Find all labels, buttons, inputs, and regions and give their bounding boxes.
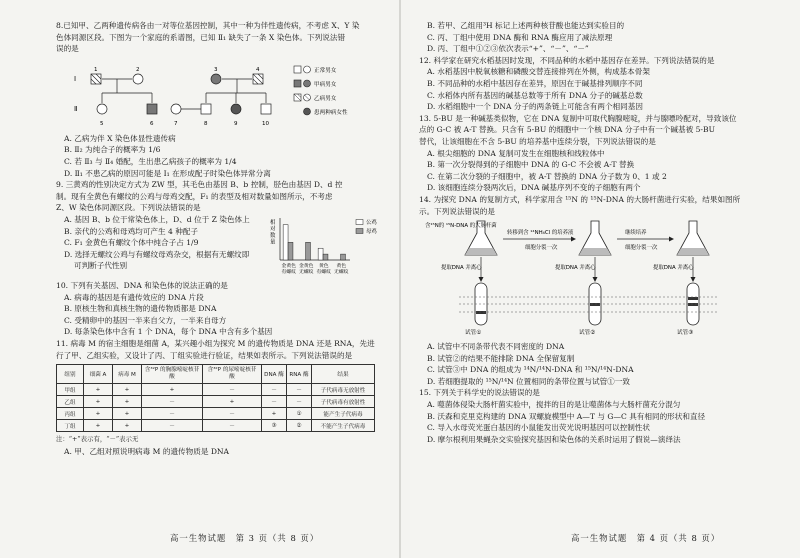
question-14: [419, 194, 789, 388]
q11-table-header: [57, 365, 375, 384]
table-row: [57, 420, 375, 432]
continue-label: 继续培养: [625, 230, 647, 237]
table-cell: +: [262, 408, 287, 420]
table-cell: －: [142, 396, 203, 408]
chart-bar-male: [318, 248, 323, 260]
q8-line-2: 色体同源区段。下图为一个家庭的系谱图，已知 Ⅱ₁ 缺失了一条 X 染色体。下列说法错: [56, 32, 346, 42]
table-cell: 子代病毒有放射性: [312, 396, 375, 408]
q11-option-d: D. 丙、丁组中①②③依次表示“+”、“－”、“－”: [427, 44, 589, 54]
q9-line-1: 9. 三黄鸡的性别决定方式为 ZW 型，其毛色由基因 B、b 控制，胫色由基因 D、d 控: [56, 180, 343, 190]
q9-option-d-cont: 可判断子代性别: [74, 261, 128, 271]
q12-line-1: 12. 科学家在研究水稻基因时发现，不同品种的水稻中基因存在差异。下列说法错误的是: [419, 55, 715, 65]
pedigree-legend-yi: 乙病男女: [314, 95, 337, 102]
q14-line-1: 14. 为探究 DNA 的复制方式，科学家用含 ¹⁵N 的 ¹⁵N-DNA 的大肠杆菌进行实验，结果如图所: [419, 194, 741, 204]
table-cell: +: [113, 420, 142, 432]
q12-option-d: D. 水稻细胞中一个 DNA 分子的两条链上可能含有两个相同基因: [427, 102, 643, 112]
q13-line-2: 点的 G-C 被 A-T 替换。只含有 5-BU 的细胞中一个核 DNA 分子中有一个碱基被 5-BU: [419, 125, 715, 135]
question-15: [419, 387, 789, 445]
chart-tick-label: 黄色: [318, 263, 329, 269]
q11-th-virus: 病毒 M: [113, 365, 142, 384]
q9-option-d: D. 选择无螺纹公鸡与有螺纹母鸡杂交，根据有无螺纹即: [64, 249, 250, 259]
table-cell: 能产生子代病毒: [312, 408, 375, 420]
table-cell: ③: [262, 420, 287, 432]
q11-note: 注：“+”表示有，“－”表示无: [56, 435, 139, 444]
table-cell: +: [84, 384, 113, 396]
q8-line-3: 误的是: [56, 44, 79, 54]
table-cell: +: [84, 420, 113, 432]
pedigree-num-3: 3: [214, 66, 218, 73]
pedigree-ii3: [171, 104, 181, 114]
table-cell: －: [287, 384, 312, 396]
q12-option-c: C. 水稻体内所有基因的碱基总数等于所有 DNA 分子的碱基总数: [427, 90, 643, 100]
pedigree-i2: [133, 74, 143, 84]
table-cell: －: [203, 384, 262, 396]
q11-table: [56, 364, 375, 432]
chart-legend-swatch: [356, 219, 363, 224]
q10-option-c: C. 受精卵中的基因一半来自父方，一半来自母方: [64, 315, 227, 325]
q14-option-a: A. 试管中不同条带代表不同密度的 DNA: [427, 342, 565, 352]
question-11-continued: [419, 20, 789, 55]
question-9: [56, 179, 386, 280]
q14-option-b: B. 试管②的结果不能排除 DNA 全保留复制: [427, 353, 575, 363]
q11-line-2: 行了甲、乙组实验，又设计了丙、丁组实验进行验证，结果如表所示。下列说法错误的是: [56, 350, 353, 360]
question-10: [56, 280, 386, 338]
table-cell: +: [84, 408, 113, 420]
q13-line-3: 替代，让该细胞在不含 5-BU 的培养基中连续分裂，下列说法错误的是: [419, 136, 656, 146]
q8-option-b: B. Ⅱ₂ 为纯合子的概率为 1/6: [64, 145, 161, 155]
chart-bar-female: [306, 242, 311, 260]
chart-tick-label: 金黄色: [299, 263, 314, 269]
chart-bar-female: [341, 254, 346, 260]
question-8: [56, 20, 386, 179]
table-cell: +: [113, 408, 142, 420]
pedigree-num-7: 7: [174, 120, 178, 127]
q11-option-b: B. 若甲、乙组用³H 标记上述两种核苷酸也能达到实验目的: [427, 21, 625, 30]
q13-line-1: 13. 5-BU 是一种碱基类似物，它在 DNA 复制中可取代胸腺嘧啶，并与腺嘌呤配对，导致该位: [419, 113, 737, 123]
page-3: [0, 0, 399, 558]
q15-option-d: D. 摩尔根利用果蝇杂交实验探究基因和染色体的关系时运用了假说—演绎法: [427, 434, 681, 444]
extract-label-2: 提取DNA 并离心: [555, 265, 596, 272]
divide-label-1: 细胞分裂一次: [525, 245, 558, 252]
pedigree-i3: [211, 74, 221, 84]
table-cell: －: [203, 408, 262, 420]
q8-pedigree: [56, 55, 386, 129]
page-4: [401, 0, 800, 558]
q9-bar-chart: [266, 214, 386, 280]
extract-label-1: 提取DNA 并离心: [441, 265, 482, 272]
chart-legend-label: 公鸡: [366, 219, 377, 226]
chart-ylabel-char: 对: [270, 226, 276, 233]
q8-option-d: D. Ⅱ₁ 不患乙病的原因可能是 Ⅰ₁ 在形成配子时染色体异常分离: [64, 168, 271, 178]
q12-option-b: B. 不同品种的水稻中基因存在差异，原因在于碱基排列顺序不同: [427, 78, 643, 88]
pedigree-legend-normal: 正常男女: [314, 67, 337, 74]
table-cell: －: [203, 420, 262, 432]
pedigree-ii2: [147, 104, 157, 114]
pedigree-num-1: 1: [94, 66, 98, 73]
question-13: [419, 113, 789, 194]
question-12: [419, 55, 789, 113]
q15-option-c: C. 导入水母荧光蛋白基因的小鼠能发出荧光说明基因可以控制性状: [427, 423, 650, 433]
q11-th-uridine: 含³²P 的尿嘧啶核苷酸: [203, 365, 262, 384]
q11-th-thymidine: 含³²P 的胸腺嘧啶核苷酸: [142, 365, 203, 384]
table-cell: 乙组: [57, 396, 84, 408]
chart-bar-female: [323, 254, 328, 260]
page-3-footer: 高一生物试题 第 3 页（共 8 页）: [170, 533, 320, 543]
q9-line-2: 制。现有全黄色有螺纹的公鸡与母鸡交配，F₁ 的表型及相对数量如图所示，不考虑: [56, 191, 333, 201]
q11-line-1: 11. 病毒 M 的宿主细胞是细菌 A，某兴趣小组为探究 M 的遗传物质是 DNA 还是 RNA，先进: [56, 338, 375, 348]
q15-option-a: A. 噬菌体侵染大肠杆菌实验中，搅拌的目的是让噬菌体与大肠杆菌充分混匀: [427, 400, 681, 410]
pedigree-gen-2: Ⅱ: [74, 104, 78, 113]
chart-legend-label: 母鸡: [366, 228, 377, 235]
q9-line-3: Z、W 染色体同源区段。下列说法错误的是: [56, 203, 201, 213]
chart-legend-swatch: [356, 228, 363, 233]
page-4-content: [419, 20, 789, 445]
q11-th-result: 结果: [312, 365, 375, 384]
pedigree-ii6: [261, 104, 271, 114]
transfer-label: 转移到含 ¹⁴NH₄Cl 的培养液: [507, 230, 574, 237]
chart-ylabel-char: 量: [270, 239, 276, 246]
table-cell: +: [203, 396, 262, 408]
table-cell: ①: [287, 408, 312, 420]
chart-tick-label: 黄色: [336, 263, 347, 269]
table-cell: －: [142, 408, 203, 420]
chart-tick-label: 无螺纹: [299, 269, 314, 275]
q13-option-a: A. 根尖细胞的 DNA 复制可发生在细胞核和线粒体中: [427, 148, 605, 158]
pedigree-ii1: [97, 104, 107, 114]
table-cell: +: [142, 384, 203, 396]
q9-option-a: A. 基因 B、b 位于常染色体上，D、d 位于 Z 染色体上: [64, 214, 250, 224]
pedigree-gen-1: Ⅰ: [74, 74, 77, 83]
table-cell: +: [113, 396, 142, 408]
table-row: [57, 396, 375, 408]
tube-label-3: 试管③: [677, 330, 694, 337]
q14-line-2: 示。下列说法错误的是: [419, 206, 495, 216]
q14-option-c: C. 试管③中 DNA 的组成为 ¹⁴N/¹⁴N-DNA 和 ¹⁵N/¹⁴N-DNA: [427, 365, 634, 375]
q11-option-a: A. 甲、乙组对照说明病毒 M 的遗传物质是 DNA: [64, 446, 230, 456]
chart-bar-male: [283, 225, 288, 260]
flask-label: 含¹⁵N的 ¹⁵N-DNA 的大肠杆菌: [425, 223, 497, 230]
table-cell: 丙组: [57, 408, 84, 420]
q11-th-dnase: DNA 酶: [262, 365, 287, 384]
table-cell: 甲组: [57, 384, 84, 396]
q13-option-d: D. 该细胞连续分裂两次后，DNA 碱基序列不变的子细胞有两个: [427, 183, 641, 193]
q9-body: [56, 214, 386, 280]
table-cell: －: [287, 396, 312, 408]
chart-tick-label: 金黄色: [281, 263, 296, 269]
pedigree-num-4: 4: [256, 66, 260, 73]
q10-line-1: 10. 下列有关基因、DNA 和染色体的说法正确的是: [56, 280, 228, 290]
table-row: [57, 384, 375, 396]
chart-ylabel-char: 数: [270, 232, 276, 239]
pedigree-num-8: 8: [204, 120, 208, 127]
table-cell: +: [113, 384, 142, 396]
q12-option-a: A. 水稻基因中脱氧核糖和磷酸交替连接排列在外侧，构成基本骨架: [427, 67, 650, 77]
table-cell: －: [142, 420, 203, 432]
pedigree-num-6: 6: [150, 120, 154, 127]
page-4-footer: 高一生物试题 第 4 页（共 8 页）: [571, 533, 721, 543]
table-cell: ②: [287, 420, 312, 432]
extract-label-3: 提取DNA 并离心: [653, 265, 694, 272]
q10-option-a: A. 病毒的基因是有遗传效应的 DNA 片段: [64, 292, 204, 302]
table-cell: 丁组: [57, 420, 84, 432]
table-cell: +: [84, 396, 113, 408]
q10-option-d: D. 每条染色体中含有 1 个 DNA，每个 DNA 中含有多个基因: [64, 327, 273, 337]
pedigree-legend-both: 患两种病女性: [314, 109, 348, 116]
divide-label-2: 细胞分裂一次: [625, 245, 658, 252]
q9-option-c: C. F₁ 金黄色有螺纹个体中纯合子占 1/9: [64, 238, 199, 248]
pedigree-num-10: 10: [262, 120, 269, 127]
pedigree-num-9: 9: [234, 120, 238, 127]
q9-option-b: B. 亲代的公鸡和母鸡均可产生 4 种配子: [64, 226, 198, 236]
q11-th-bacteria: 细菌 A: [84, 365, 113, 384]
page-3-content: [56, 20, 386, 457]
q11-th-group: 组别: [57, 365, 84, 384]
tube-label-1: 试管①: [465, 330, 482, 337]
q8-option-c: C. 若 Ⅱ₃ 与 Ⅱ₄ 婚配，生出患乙病孩子的概率为 1/4: [64, 156, 237, 166]
pedigree-legend-jia: 甲病男女: [314, 81, 337, 88]
q11-th-rnase: RNA 酶: [287, 365, 312, 384]
q8-line-1: 8.已知甲、乙两种遗传病各由一对等位基因控制，其中一种为伴性遗传病，不考虑 X、Y 染: [56, 21, 360, 30]
chart-tick-label: 有螺纹: [281, 269, 296, 275]
q15-option-b: B. 沃森和克里克构建的 DNA 双螺旋模型中 A—T 与 G—C 具有相同的形状和直径: [427, 411, 706, 421]
pedigree-ii4: [201, 104, 211, 114]
chart-tick-label: 有螺纹: [316, 269, 331, 275]
pedigree-num-2: 2: [136, 66, 140, 73]
question-11: [56, 338, 386, 457]
q9-options: [56, 214, 266, 280]
q11-option-c: C. 丙、丁组中使用 DNA 酶和 RNA 酶应用了减法原理: [427, 32, 613, 42]
q10-option-b: B. 原核生物和真核生物的遗传物质都是 DNA: [64, 304, 217, 314]
q14-diagram: [419, 217, 789, 337]
pedigree-num-5: 5: [100, 120, 104, 127]
chart-bar-female: [288, 242, 293, 260]
table-cell: －: [262, 396, 287, 408]
table-cell: 不能产生子代病毒: [312, 420, 375, 432]
q13-option-b: B. 第一次分裂得到的子细胞中 DNA 的 G-C 不会被 A-T 替换: [427, 160, 635, 170]
q13-option-c: C. 在第二次分裂的子细胞中，被 A-T 替换的 DNA 分子数为 0、1 或 2: [427, 171, 667, 181]
chart-tick-label: 无螺纹: [334, 269, 349, 275]
table-cell: －: [262, 384, 287, 396]
table-cell: 子代病毒无放射性: [312, 384, 375, 396]
q8-option-a: A. 乙病为伴 X 染色体显性遗传病: [64, 133, 176, 143]
table-row: [57, 408, 375, 420]
chart-ylabel-char: 相: [270, 219, 276, 226]
q14-option-d: D. 若细胞提取的 ¹⁵N/¹⁴N 位置相同的条带位置与试管①一致: [427, 376, 630, 386]
pedigree-ii5: [231, 104, 241, 114]
q15-line-1: 15. 下列关于科学史的说法错误的是: [419, 388, 540, 398]
tube-label-2: 试管②: [579, 330, 596, 337]
